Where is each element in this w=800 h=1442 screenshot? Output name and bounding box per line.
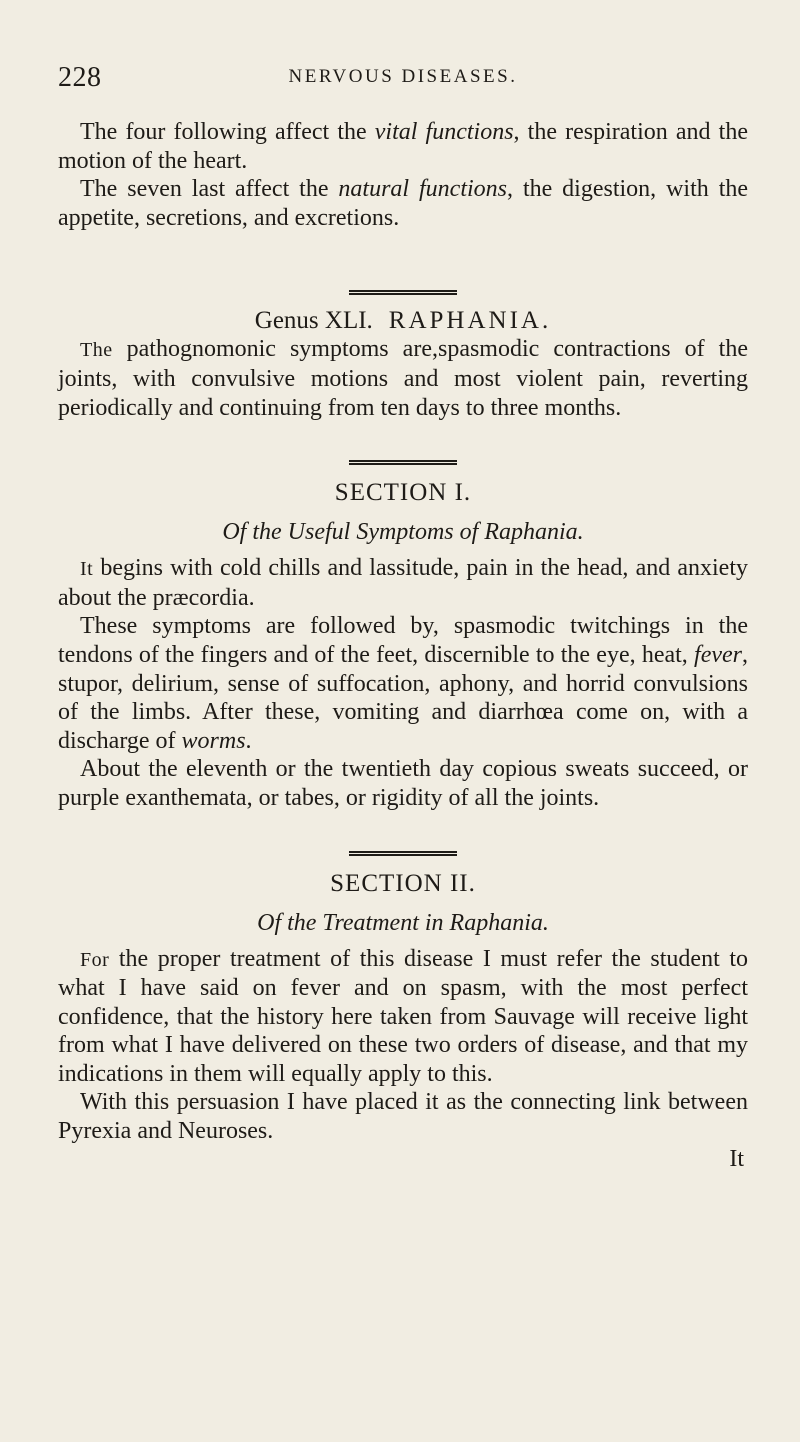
page-number: 228 [58, 62, 102, 93]
section-1-paragraph-2: These symptoms are followed by, spasmodic twitchings in the tendons of the fingers and of the feet, discernible to the eye, heat, fever, stupor, delirium, sense of suffocation, aphony, and horrid convulsions of the limbs. After these, vomiting and diarrhœa come on, with a discharge of worms. [58, 613, 748, 754]
section-1-subheading: Of the Useful Symptoms of Raphania. [222, 519, 584, 546]
double-rule [349, 851, 457, 856]
section-1-paragraph-3: About the eleventh or the twentieth day copious sweats succeed, or purple exanthemata, or tabes, or rigidity of all the joints. [58, 756, 748, 811]
section-2-paragraph-1: For the proper treatment of this disease I must refer the student to what I have said on fever and on spasm, with the most perfect confidence, that the history here taken from Sauvage will receive light from what I have delivered on these two orders of disease, and that my indications in them will equally apply to this. [58, 945, 748, 1087]
catchword: It [729, 1145, 744, 1172]
genus-paragraph: The pathognomonic symptoms are,spasmodic contractions of the joints, with convulsive motions and most violent pain, reverting periodically and continuing from ten days to three months. [58, 336, 748, 421]
double-rule [349, 290, 457, 295]
section-2-heading: SECTION II. [330, 869, 476, 897]
genus-heading: Genus XLI. RAPHANIA. [254, 307, 552, 335]
running-title: NERVOUS DISEASES. [288, 66, 518, 87]
double-rule [349, 460, 457, 465]
section-1-paragraph-1: It begins with cold chills and lassitude, pain in the head, and anxiety about the præcordia. [58, 555, 748, 611]
intro-paragraph-2: The seven last affect the natural functions, the digestion, with the appetite, secretions, and excretions. [58, 176, 749, 231]
running-head [58, 62, 748, 102]
section-1-heading: SECTION I. [334, 479, 472, 507]
section-2-subheading: Of the Treatment in Raphania. [257, 909, 549, 936]
section-2-paragraph-2: With this persuasion I have placed it as the connecting link between Pyrexia and Neuroses. [58, 1089, 748, 1145]
intro-paragraph-1: The four following affect the vital functions, the respiration and the motion of the heart. [58, 119, 748, 174]
page-body [58, 118, 748, 1173]
